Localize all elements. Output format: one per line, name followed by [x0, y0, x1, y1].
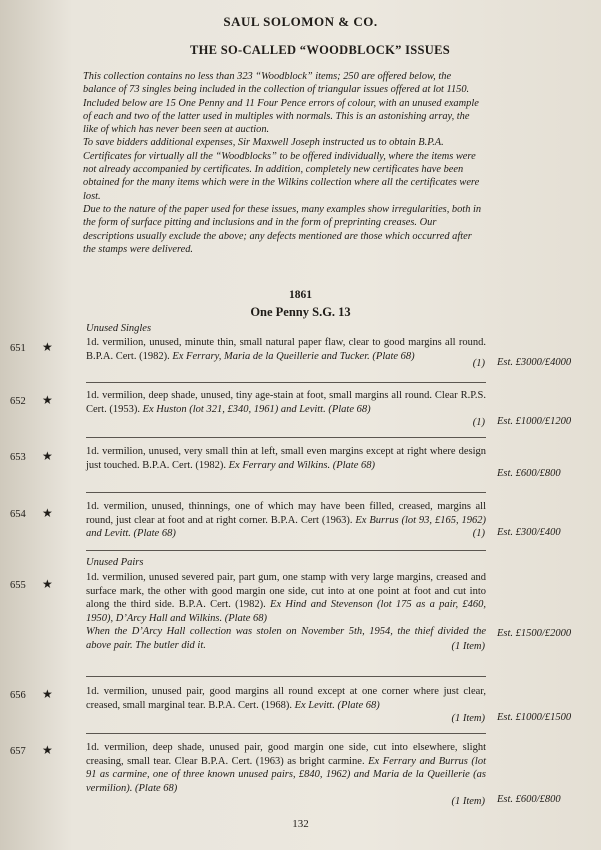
lot-plate: (Plate 68) [337, 699, 380, 711]
lot-estimate: Est. £1000/£1500 [497, 712, 572, 723]
star-icon: ★ [42, 577, 53, 591]
subhead-unused-singles: Unused Singles [86, 323, 152, 334]
intro-paragraph: This collection contains no less than 323 “Woodblock” items; 250 are offered below, the balance of 73 singles being included in the collection of triangular issues offered at lot 1150. Included below are 15 One Penny and 11 Four Pence errors of colour, with an unused example of each and two of the latter used in multiples with normals. This is an astonishing array, the like of which has never been seen at auction. [83, 71, 479, 136]
lot-divider [86, 382, 486, 383]
lot-provenance: Ex Ferrary, Maria de la Queillerie and Tucker. [172, 350, 370, 362]
issue-year: 1861 [289, 289, 312, 301]
lot-text: 1d. vermilion, unused pair, good margins all round except at one corner where just clear, creased, small marginal tear. B.P.A. Cert. (1968). [86, 686, 486, 711]
star-icon: ★ [42, 743, 53, 757]
lot-plate: (Plate 68) [332, 459, 376, 471]
lot-number: 651 [10, 343, 26, 354]
lot-number: 657 [10, 746, 26, 757]
star-icon: ★ [42, 340, 53, 354]
lot-description [86, 389, 486, 416]
lot-divider [86, 492, 486, 493]
lot-quantity: (1 Item) [451, 713, 485, 724]
star-icon: ★ [42, 449, 53, 463]
lot-estimate: Est. £1000/£1200 [497, 416, 572, 427]
lot-description [86, 500, 486, 541]
lot-number: 655 [10, 580, 26, 591]
lot-description [86, 336, 486, 363]
lot-number: 654 [10, 509, 26, 520]
lot-text: 1d. vermilion, unused, thinnings, one of which may have been filled, creased, margins all round, just clear at foot and at right corner. B.P.A. Cert (1963). [86, 501, 486, 526]
lot-estimate: Est. £600/£800 [497, 794, 561, 805]
lot-description [86, 445, 486, 472]
lot-plate: (Plate 68) [372, 350, 415, 362]
star-icon: ★ [42, 506, 53, 520]
lot-text: 1d. vermilion, unused, very small thin at left, small even margins except at right where design just touched. B.P.A. Cert. (1982). [86, 446, 486, 471]
lot-text: 1d. vermilion, unused, minute thin, small natural paper flaw, clear to good margins all round. B.P.A. Cert. (1982). [86, 337, 486, 362]
lot-quantity: (1) [472, 528, 485, 539]
lot-estimate: Est. £1500/£2000 [497, 628, 572, 639]
star-icon: ★ [42, 393, 53, 407]
lot-estimate: Est. £3000/£4000 [497, 357, 572, 368]
intro-paragraph: To save bidders additional expenses, Sir Maxwell Joseph instructed us to obtain B.P.A. Certificates for virtually all the “Woodblocks” to be offered individually, where the items were not already accompanied by certificates. In addition, completely new certificates have been obtained for the many items which were in the Wilkins collection where all the certificates were lost. [83, 137, 480, 202]
lot-plate: (Plate 68) [133, 528, 176, 539]
issue-heading: One Penny S.G. 13 [250, 305, 351, 319]
lot-divider [86, 550, 486, 551]
lot-description [86, 685, 486, 712]
lot-note: When the D’Arcy Hall collection was stolen on November 5th, 1954, the thief divided the above pair. The butler did it. [86, 626, 486, 651]
lot-plate: (Plate 68) [224, 612, 267, 624]
subhead-unused-pairs: Unused Pairs [86, 557, 144, 568]
lot-divider [86, 676, 486, 677]
intro-text [83, 70, 483, 256]
lot-number: 656 [10, 690, 26, 701]
lot-number: 653 [10, 452, 26, 463]
lot-estimate: Est. £600/£800 [497, 468, 561, 479]
intro-paragraph: Due to the nature of the paper used for these issues, many examples show irregularities, both in the form of surface pitting and inclusions and in the form of preprinting creases. Our descriptions usually exclude the above; any defects mentioned are those which occurred after the stamps were delivered. [83, 203, 482, 255]
lot-text: 1d. vermilion, unused severed pair, part gum, one stamp with very large margins, creased and surface mark, the other with good margin one side, cut into at one point at foot and cut into along the third side. B.P.A. Cert. (1982). [86, 572, 486, 610]
page-number: 132 [292, 818, 309, 830]
lot-divider [86, 437, 486, 438]
star-icon: ★ [42, 687, 53, 701]
lot-provenance: Ex Huston (lot 321, £340, 1961) and Levitt. [142, 403, 326, 415]
lot-quantity: (1) [472, 417, 485, 428]
auction-house-header: SAUL SOLOMON & CO. [223, 14, 378, 29]
lot-estimate: Est. £300/£400 [497, 527, 561, 538]
section-title: THE SO-CALLED “WOODBLOCK” ISSUES [189, 43, 450, 57]
lot-quantity: (1 Item) [451, 796, 485, 807]
lot-divider [86, 733, 486, 734]
lot-plate: (Plate 68) [135, 782, 178, 794]
lot-quantity: (1 Item) [451, 641, 485, 652]
lot-provenance: Ex Burrus (lot 93, £165, 1962) and Levitt. [86, 514, 486, 539]
lot-number: 652 [10, 396, 26, 407]
lot-description [86, 741, 486, 795]
lot-text: 1d. vermilion, deep shade, unused pair, good margin one side, cut into elsewhere, slight creasing, small tear. Clear B.P.A. Cert. (1963) as bright carmine. [86, 742, 486, 767]
lot-provenance: Ex Hind and Stevenson (lot 175 as a pair, £460, 1950), D’Arcy Hall and Wilkins. [86, 599, 486, 624]
lot-text: 1d. vermilion, deep shade, unused, tiny age-stain at foot, small margins all round. Clear R.P.S. Cert. (1953). [86, 390, 486, 415]
lot-provenance: Ex Levitt. [294, 699, 335, 711]
lot-plate: (Plate 68) [328, 403, 371, 415]
lot-quantity: (1) [472, 358, 485, 369]
lot-provenance: Ex Ferrary and Wilkins. [228, 459, 331, 471]
lot-provenance: Ex Ferrary and Burrus (lot 91 as carmine, one of three known unused pairs, £840, 1962) and Maria de la Queillerie (as vermilion). [86, 755, 486, 794]
